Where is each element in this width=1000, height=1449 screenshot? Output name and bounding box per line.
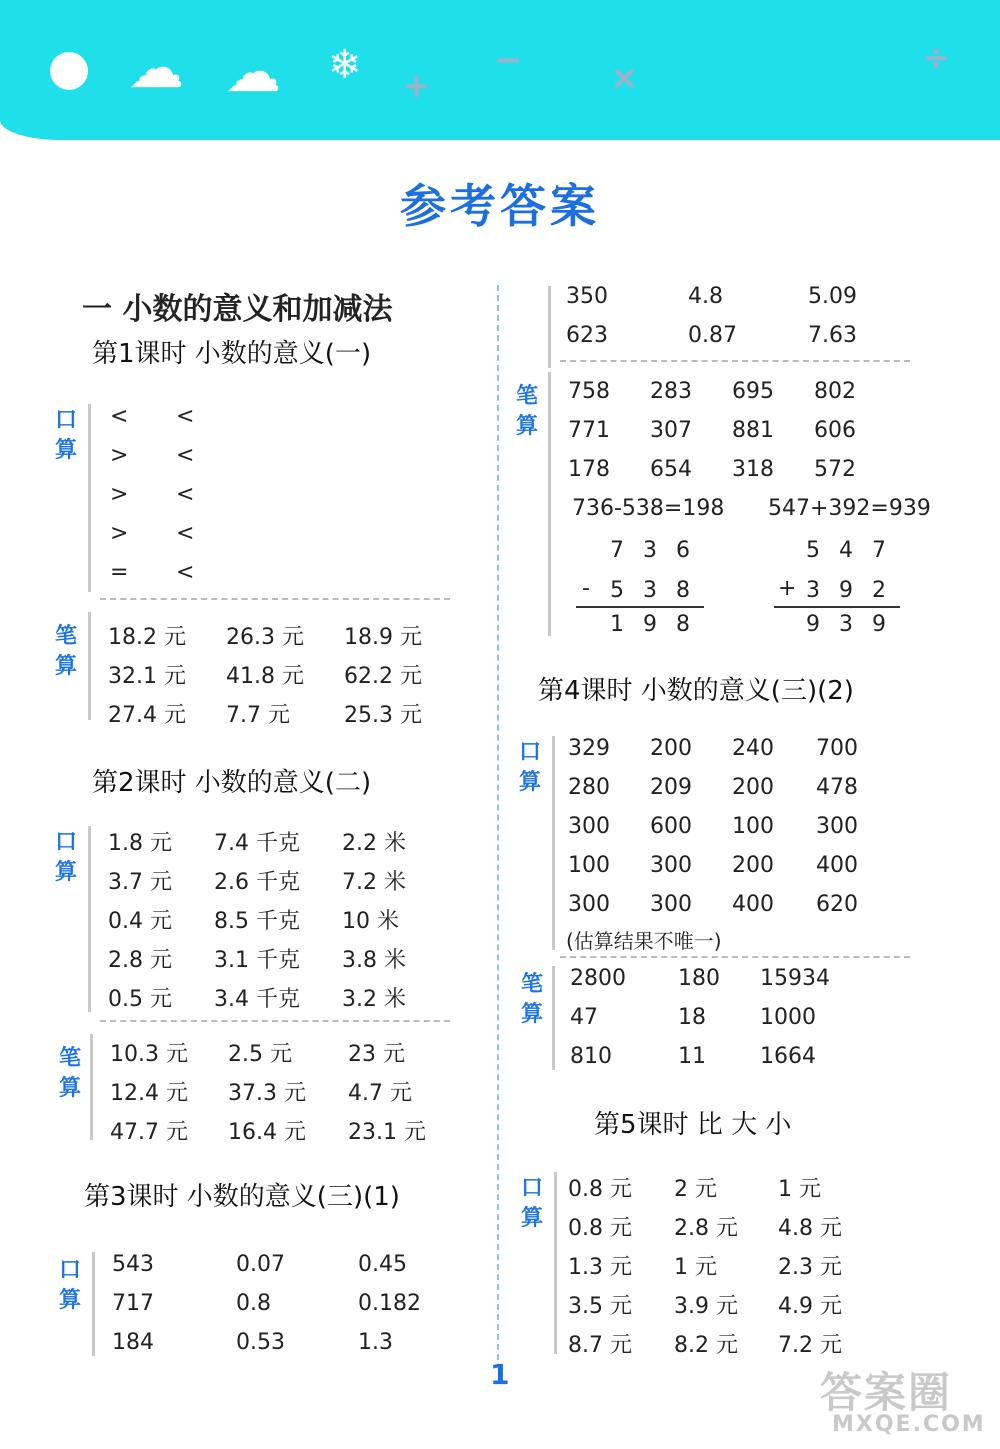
answer-cell: 184 bbox=[112, 1330, 154, 1355]
answer-cell: 0.182 bbox=[358, 1291, 421, 1316]
vertical2-top: 5 4 7 bbox=[806, 538, 892, 563]
answer-cell: 3.4 千克 bbox=[214, 987, 300, 1012]
vertical1-line bbox=[576, 606, 704, 608]
answer-cell: 318 bbox=[732, 457, 774, 482]
answer-cell: 881 bbox=[732, 418, 774, 443]
answer-cell: 8.2 元 bbox=[674, 1333, 738, 1358]
page-title: 参考答案 bbox=[400, 179, 600, 233]
lesson4-title: 第4课时 小数的意义(三)(2) bbox=[538, 676, 854, 706]
lesson3-title: 第3课时 小数的意义(三)(1) bbox=[84, 1182, 400, 1212]
answer-cell: 0.45 bbox=[358, 1252, 407, 1277]
answer-cell: 2.6 千克 bbox=[214, 870, 300, 895]
answer-cell: = bbox=[110, 560, 129, 585]
answer-cell: 3.2 米 bbox=[342, 987, 406, 1012]
answer-cell: 41.8 元 bbox=[226, 664, 304, 689]
column-divider bbox=[497, 285, 499, 1360]
vertical2-line bbox=[774, 606, 900, 608]
bisuan-label: 笔 算 bbox=[54, 624, 77, 679]
bracket-bar bbox=[88, 826, 91, 1012]
watermark-logo: 答案圈 bbox=[820, 1368, 953, 1417]
answer-cell: 209 bbox=[650, 775, 692, 800]
answer-cell: 3.9 元 bbox=[674, 1294, 738, 1319]
section-title: 一 小数的意义和加减法 bbox=[82, 292, 393, 327]
bracket-bar bbox=[554, 1172, 557, 1354]
answer-cell: 10.3 元 bbox=[110, 1042, 188, 1067]
answer-cell: 47 bbox=[570, 1005, 598, 1030]
answer-cell: 543 bbox=[112, 1252, 154, 1277]
answer-cell: 200 bbox=[732, 853, 774, 878]
answer-cell: 0.87 bbox=[688, 323, 737, 348]
answer-cell: 15934 bbox=[760, 966, 830, 991]
answer-cell: 240 bbox=[732, 736, 774, 761]
answer-cell: 23.1 元 bbox=[348, 1120, 426, 1145]
answer-cell: 4.8 bbox=[688, 284, 723, 309]
kousuan-label: 口 算 bbox=[520, 1176, 543, 1231]
answer-cell: < bbox=[176, 482, 195, 507]
answer-cell: 300 bbox=[816, 814, 858, 839]
answer-cell: 695 bbox=[732, 379, 774, 404]
answer-cell: 350 bbox=[566, 284, 608, 309]
bracket-bar bbox=[552, 966, 555, 1070]
kousuan-label: 口 算 bbox=[58, 1258, 81, 1313]
answer-cell: 300 bbox=[568, 814, 610, 839]
lesson1-title: 第1课时 小数的意义(一) bbox=[92, 339, 372, 369]
answer-cell: 1.3 元 bbox=[568, 1255, 632, 1280]
answer-cell: 620 bbox=[816, 892, 858, 917]
answer-cell: < bbox=[176, 560, 195, 585]
bisuan-label: 笔 算 bbox=[515, 384, 538, 439]
answer-cell: 4.8 元 bbox=[778, 1216, 842, 1241]
equation-1: 736-538=198 bbox=[572, 496, 725, 521]
answer-cell: 0.8 bbox=[236, 1291, 271, 1316]
answer-cell: 0.07 bbox=[236, 1252, 285, 1277]
answer-cell: 2 元 bbox=[674, 1177, 717, 1202]
watermark-url: MXQE.COM bbox=[832, 1412, 986, 1437]
answer-cell: 47.7 元 bbox=[110, 1120, 188, 1145]
bracket-bar bbox=[552, 736, 555, 950]
answer-cell: 300 bbox=[650, 892, 692, 917]
answer-cell: 2.8 元 bbox=[674, 1216, 738, 1241]
answer-cell: 180 bbox=[678, 966, 720, 991]
lesson5-title: 第5课时 比 大 小 bbox=[594, 1110, 792, 1140]
answer-cell: 178 bbox=[568, 457, 610, 482]
answer-cell: 3.1 千克 bbox=[214, 948, 300, 973]
answer-cell: 810 bbox=[570, 1044, 612, 1069]
answer-cell: 32.1 元 bbox=[108, 664, 186, 689]
vertical2-result: 9 3 9 bbox=[806, 612, 892, 637]
answer-cell: 25.3 元 bbox=[344, 703, 422, 728]
answer-cell: 606 bbox=[814, 418, 856, 443]
answer-cell: 700 bbox=[816, 736, 858, 761]
answer-cell: 307 bbox=[650, 418, 692, 443]
header-banner bbox=[0, 0, 1000, 140]
answer-cell: 2.2 米 bbox=[342, 831, 406, 856]
vertical1-mid: 5 3 8 bbox=[610, 578, 696, 603]
answer-cell: > bbox=[110, 482, 129, 507]
bracket-bar bbox=[92, 1252, 95, 1356]
dash-separator bbox=[100, 1020, 450, 1022]
answer-cell: 758 bbox=[568, 379, 610, 404]
answer-cell: 5.09 bbox=[808, 284, 857, 309]
answer-cell: 7.2 元 bbox=[778, 1333, 842, 1358]
answer-cell: 7.7 元 bbox=[226, 703, 290, 728]
answer-cell: 200 bbox=[650, 736, 692, 761]
bracket-bar bbox=[548, 286, 551, 368]
answer-cell: 100 bbox=[732, 814, 774, 839]
answer-cell: 62.2 元 bbox=[344, 664, 422, 689]
answer-cell: 623 bbox=[566, 323, 608, 348]
answer-cell: 0.5 元 bbox=[108, 987, 172, 1012]
vertical1-top: 7 3 6 bbox=[610, 538, 696, 563]
answer-cell: 283 bbox=[650, 379, 692, 404]
answer-cell: 300 bbox=[568, 892, 610, 917]
answer-cell: 18.2 元 bbox=[108, 625, 186, 650]
answer-cell: 16.4 元 bbox=[228, 1120, 306, 1145]
bracket-bar bbox=[88, 404, 91, 592]
answer-cell: > bbox=[110, 443, 129, 468]
answer-cell: 572 bbox=[814, 457, 856, 482]
answer-cell: 400 bbox=[732, 892, 774, 917]
answer-cell: 27.4 元 bbox=[108, 703, 186, 728]
answer-cell: < bbox=[176, 404, 195, 429]
answer-cell: 0.8 元 bbox=[568, 1177, 632, 1202]
answer-cell: 0.53 bbox=[236, 1330, 285, 1355]
bracket-bar bbox=[548, 372, 551, 636]
answer-cell: 717 bbox=[112, 1291, 154, 1316]
answer-cell: 100 bbox=[568, 853, 610, 878]
rain-cloud-icon: ☁ bbox=[225, 40, 281, 105]
estimate-note: (估算结果不唯一) bbox=[566, 929, 722, 953]
answer-cell: > bbox=[110, 521, 129, 546]
bracket-bar bbox=[90, 1034, 93, 1140]
answer-cell: 3.5 元 bbox=[568, 1294, 632, 1319]
answer-cell: 1664 bbox=[760, 1044, 816, 1069]
answer-cell: 1.8 元 bbox=[108, 831, 172, 856]
answer-cell: 1000 bbox=[760, 1005, 816, 1030]
answer-cell: 18 bbox=[678, 1005, 706, 1030]
answer-cell: 1 元 bbox=[778, 1177, 821, 1202]
vertical2-op: + bbox=[778, 576, 797, 601]
answer-cell: 8.7 元 bbox=[568, 1333, 632, 1358]
multiply-icon: × bbox=[610, 58, 639, 98]
answer-cell: 2.3 元 bbox=[778, 1255, 842, 1280]
answer-cell: < bbox=[176, 521, 195, 546]
answer-cell: 3.8 米 bbox=[342, 948, 406, 973]
equation-2: 547+392=939 bbox=[768, 496, 931, 521]
vertical2-mid: 3 9 2 bbox=[806, 578, 892, 603]
answer-cell: 600 bbox=[650, 814, 692, 839]
answer-cell: 8.5 千克 bbox=[214, 909, 300, 934]
answer-cell: 2800 bbox=[570, 966, 626, 991]
answer-cell: 7.4 千克 bbox=[214, 831, 300, 856]
answer-cell: 4.9 元 bbox=[778, 1294, 842, 1319]
dash-separator bbox=[560, 956, 910, 958]
sun-icon bbox=[50, 52, 88, 90]
answer-cell: < bbox=[176, 443, 195, 468]
answer-cell: 802 bbox=[814, 379, 856, 404]
answer-cell: 478 bbox=[816, 775, 858, 800]
answer-cell: 3.7 元 bbox=[108, 870, 172, 895]
kousuan-label: 口 算 bbox=[54, 830, 77, 885]
dash-separator bbox=[100, 598, 450, 600]
answer-cell: < bbox=[110, 404, 129, 429]
vertical1-result: 1 9 8 bbox=[610, 612, 696, 637]
answer-cell: 0.8 元 bbox=[568, 1216, 632, 1241]
lesson2-title: 第2课时 小数的意义(二) bbox=[92, 768, 372, 798]
answer-cell: 1 元 bbox=[674, 1255, 717, 1280]
answer-cell: 1.3 bbox=[358, 1330, 393, 1355]
answer-cell: 26.3 元 bbox=[226, 625, 304, 650]
kousuan-label: 口 算 bbox=[518, 740, 541, 795]
answer-cell: 771 bbox=[568, 418, 610, 443]
answer-cell: 10 米 bbox=[342, 909, 399, 934]
answer-cell: 200 bbox=[732, 775, 774, 800]
kousuan-label: 口 算 bbox=[54, 408, 77, 463]
answer-cell: 18.9 元 bbox=[344, 625, 422, 650]
answer-cell: 654 bbox=[650, 457, 692, 482]
bisuan-label: 笔 算 bbox=[58, 1046, 81, 1101]
answer-cell: 300 bbox=[650, 853, 692, 878]
answer-cell: 280 bbox=[568, 775, 610, 800]
page-number: 1 bbox=[490, 1358, 510, 1391]
bracket-bar bbox=[88, 612, 91, 720]
vertical1-op: - bbox=[582, 576, 590, 601]
answer-cell: 0.4 元 bbox=[108, 909, 172, 934]
answer-cell: 2.8 元 bbox=[108, 948, 172, 973]
answer-cell: 7.2 米 bbox=[342, 870, 406, 895]
answer-cell: 11 bbox=[678, 1044, 706, 1069]
answer-cell: 37.3 元 bbox=[228, 1081, 306, 1106]
plus-icon: + bbox=[402, 66, 431, 106]
answer-cell: 400 bbox=[816, 853, 858, 878]
answer-cell: 2.5 元 bbox=[228, 1042, 292, 1067]
divide-icon: ÷ bbox=[922, 38, 951, 78]
cloudy-icon: ☁ bbox=[128, 36, 184, 101]
dash-separator bbox=[560, 360, 910, 362]
answer-cell: 4.7 元 bbox=[348, 1081, 412, 1106]
answer-cell: 329 bbox=[568, 736, 610, 761]
answer-cell: 12.4 元 bbox=[110, 1081, 188, 1106]
minus-icon: − bbox=[494, 40, 523, 80]
snowflake-icon: ❄ bbox=[328, 42, 362, 88]
answer-cell: 23 元 bbox=[348, 1042, 405, 1067]
answer-cell: 7.63 bbox=[808, 323, 857, 348]
bisuan-label: 笔 算 bbox=[520, 972, 543, 1027]
